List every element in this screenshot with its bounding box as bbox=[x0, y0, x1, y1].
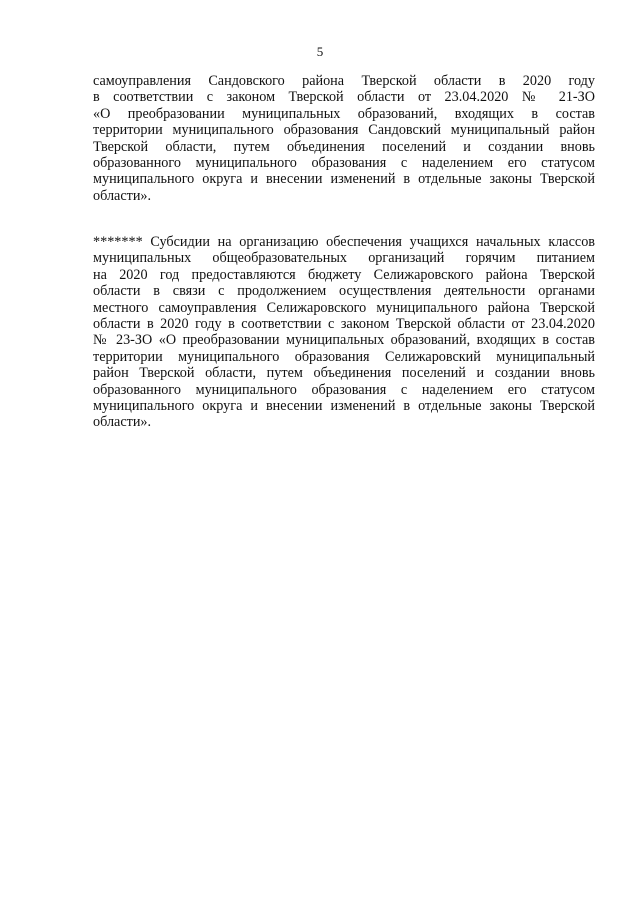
text-line: местного самоуправления Селижаровского муниципального района Тверской bbox=[93, 299, 595, 316]
text-line: в соответствии с законом Тверской области от 23.04.2020 № 21-ЗО bbox=[93, 89, 595, 106]
footnote-paragraph-continued bbox=[93, 73, 595, 204]
text-line: № 23-ЗО «О преобразовании муниципальных образований, входящих в состав bbox=[93, 332, 595, 349]
text-line: муниципального округа и внесении изменений в отдельные законы Тверской bbox=[93, 171, 595, 188]
text-line: области в 2020 году в соответствии с законом Тверской области от 23.04.2020 bbox=[93, 315, 595, 332]
text-line: области». bbox=[93, 187, 152, 204]
text-line: территории муниципального образования Селижаровский муниципальный bbox=[93, 348, 595, 365]
text-line: самоуправления Сандовского района Тверской области в 2020 году bbox=[93, 73, 595, 89]
text-line: «О преобразовании муниципальных образований, входящих в состав bbox=[93, 105, 595, 122]
text-line: области». bbox=[93, 414, 152, 431]
text-line: муниципальных общеобразовательных организаций горячим питанием bbox=[93, 250, 595, 267]
text-line: образованного муниципального образования с наделением его статусом bbox=[93, 154, 595, 171]
text-line: территории муниципального образования Сандовский муниципальный район bbox=[93, 122, 595, 139]
text-line: ******* Субсидии на организацию обеспечения учащихся начальных классов bbox=[93, 234, 595, 250]
text-line: на 2020 год предоставляются бюджету Селижаровского района Тверской bbox=[93, 266, 595, 283]
text-line: район Тверской области, путем объединения поселений и создании вновь bbox=[93, 365, 595, 382]
text-line: Тверской области, путем объединения поселений и создании вновь bbox=[93, 138, 595, 155]
text-line: образованного муниципального образования с наделением его статусом bbox=[93, 381, 595, 398]
text-line: муниципального округа и внесении изменений в отдельные законы Тверской bbox=[93, 397, 595, 414]
text-line: области в связи с продолжением осуществления деятельности органами bbox=[93, 283, 595, 300]
page-number: 5 bbox=[316, 44, 324, 59]
footnote-paragraph-seven-stars bbox=[93, 234, 595, 431]
